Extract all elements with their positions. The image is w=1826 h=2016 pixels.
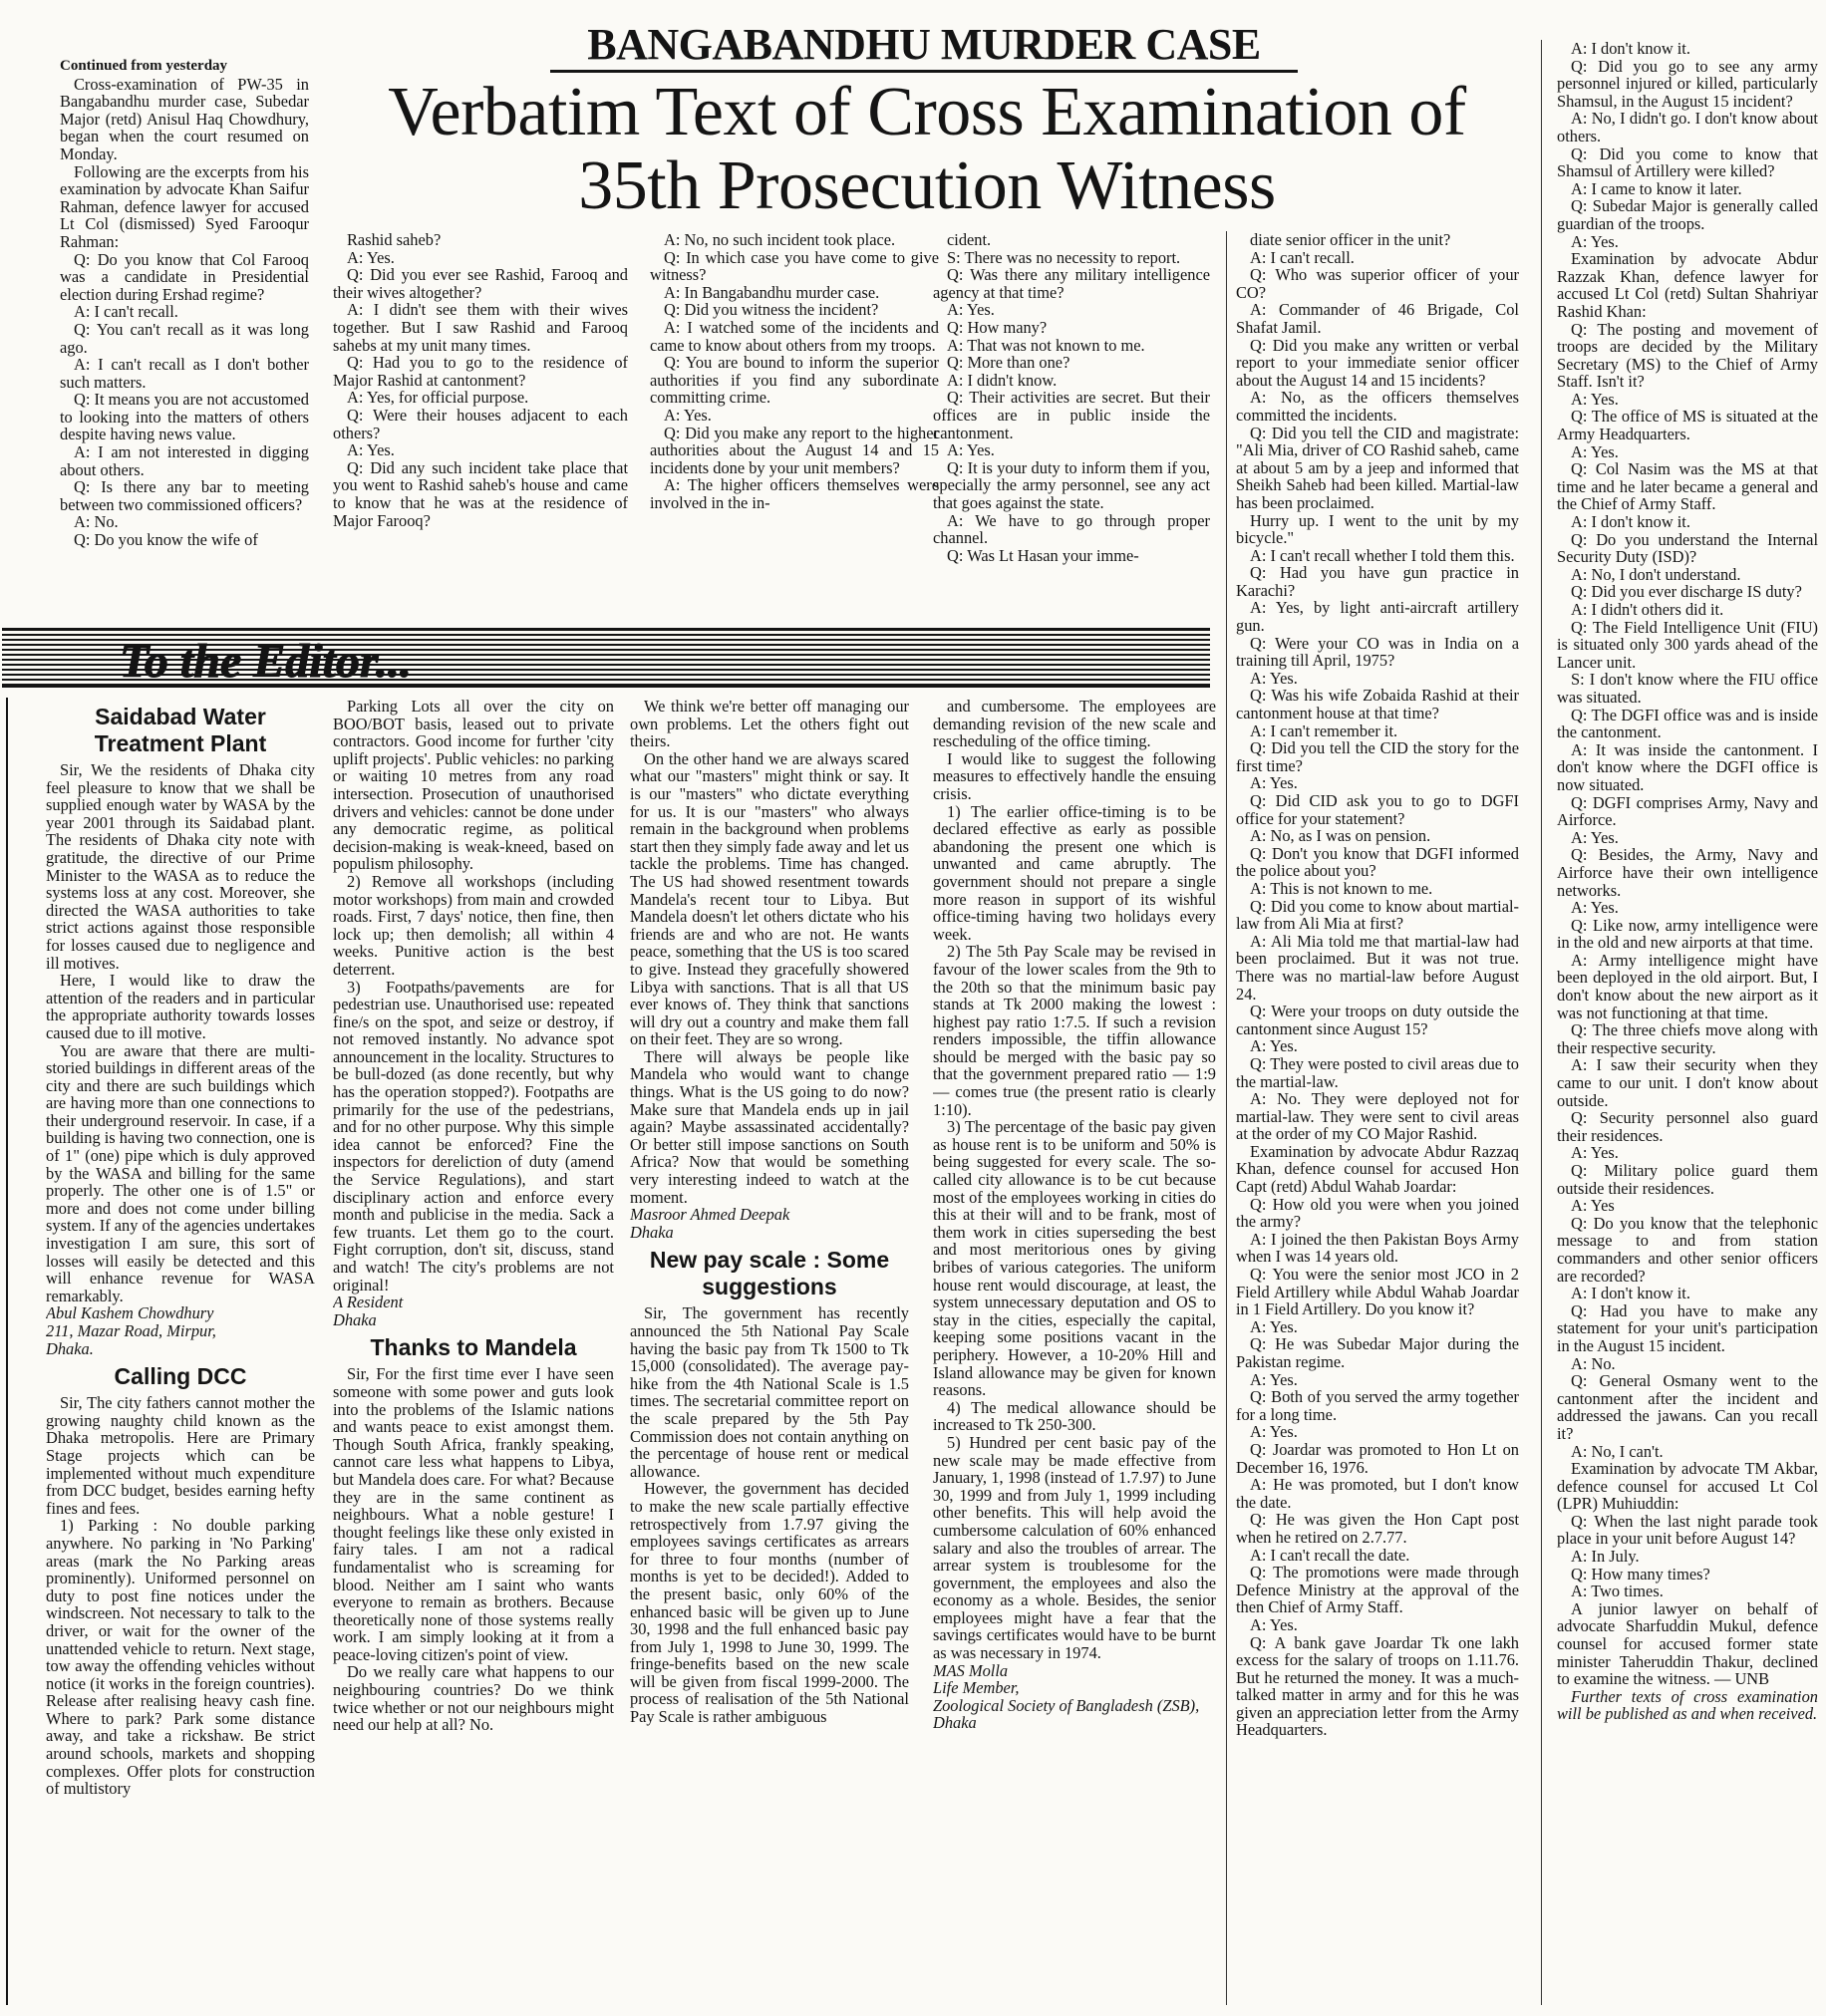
qa-line: Q: You are bound to inform the superior authorities if you find any subordinate committing crime. <box>650 353 939 408</box>
qa-line: Q: Subedar Major is generally called guardian of the troops. <box>1557 196 1818 233</box>
qa-line: Q: It means you are not accustomed to looking into the matters of others despite having news value. <box>60 390 309 444</box>
qa-line: Q: Joardar was promoted to Hon Lt on December 16, 1976. <box>1236 1439 1519 1477</box>
qa-line: A: It was inside the cantonment. I don't know where the DGFI office is now situated. <box>1557 739 1818 794</box>
qa-line: Q: Did you ever see Rashid, Farooq and their wives altogether? <box>333 265 628 302</box>
qa-line: Examination by advocate TM Akbar, defence counsel for accused Lt Col (LPR) Muhiuddin: <box>1557 1459 1818 1514</box>
letter-signature: Abul Kashem Chowdhury <box>46 1303 214 1323</box>
letter-signature: A Resident <box>333 1293 404 1312</box>
qa-line: A: No. <box>74 512 119 532</box>
qa-line: Q: Did CID ask you to go to DGFI office for your statement? <box>1236 791 1519 828</box>
qa-line: A: I saw their security when they came to our unit. I don't know about outside. <box>1557 1055 1818 1110</box>
qa-line: Q: Were your troops on duty outside the cantonment since August 15? <box>1236 1002 1519 1038</box>
qa-line: A: I can't remember it. <box>1250 720 1398 740</box>
qa-line: Q: Were your CO was in India on a training till April, 1975? <box>1236 633 1519 671</box>
cross-exam-col-4 <box>933 231 1210 615</box>
qa-line: Q: Who was superior officer of your CO? <box>1236 265 1519 302</box>
qa-line: A: I can't recall the date. <box>1250 1545 1410 1565</box>
qa-line: Hurry up. I went to the unit by my bicycle." <box>1236 510 1519 548</box>
column-rule <box>1226 231 1227 2005</box>
qa-line: A: I can't recall whether I told them this. <box>1250 545 1515 565</box>
qa-line: Q: Do you understand the Internal Security Duty (ISD)? <box>1557 529 1818 567</box>
qa-line: A: I can't recall. <box>1250 247 1355 267</box>
qa-line: Q: Security personnel also guard their residences. <box>1557 1108 1818 1145</box>
letter-paragraph: We think we're better off managing our own problems. Let the others fight out theirs. <box>630 698 909 751</box>
qa-line: Q: They were posted to civil areas due to the martial-law. <box>1236 1053 1519 1091</box>
qa-line: Q: A bank gave Joardar Tk one lakh excess for the salary of troops on 1.11.76. But he returned the money. It was a much-talked matter in army and for this he was given an appreciation letter from the Army Headquarters. <box>1236 1632 1519 1740</box>
qa-line: A: Commander of 46 Brigade, Col Shafat Jamil. <box>1236 300 1519 337</box>
qa-line: A: Yes. <box>1571 441 1619 461</box>
letter-paragraph: Sir, The city fathers cannot mother the growing naughty child known as the Dhaka metropolis. Here are Primary Stage projects which can be implemented without much expenditure from DCC budget, besides earning hefty fines and fees. <box>46 1393 315 1518</box>
qa-line: Q: Had you have to make any statement for your unit's participation in the August 15 incident. <box>1557 1300 1818 1355</box>
letter-headline: New pay scale : Some suggestions <box>649 1247 890 1300</box>
letter-paragraph: 1) Parking : No double parking anywhere. No parking in 'No Parking' areas (mark the No Parking areas prominently). Uniformed personnel on duty to post fine notices under the windscreen. Not necessary to talk to the driver, or wait for the owner of the unattended vehicle to return. Next stage, tow away the offending vehicles without notice (it works in the foreign countries). Release after realising heavy cash fine. Where to park? Park some distance away, and take a rickshaw. Be strict around schools, markets and shopping complexes. Offer plots for construction of multistory <box>46 1516 315 1799</box>
qa-line: Rashid saheb? <box>347 231 442 249</box>
letter-paragraph: 2) Remove all workshops (including motor workshops) from main and crowded roads. First, 7 days' notice, then fine, then lock up; then demolish; all within 4 weeks. Punitive action is the best deterrent. <box>333 871 614 979</box>
qa-line: A: I didn't others did it. <box>1571 600 1724 619</box>
qa-line: A: Yes. <box>1250 1614 1298 1634</box>
qa-line: A: Yes, by light anti-aircraft artillery gun. <box>1236 598 1519 636</box>
qa-line: Q: How old you were when you joined the army? <box>1236 1194 1519 1232</box>
letter-paragraph: Here, I would like to draw the attention of the readers and in particular the appropriate authority towards losses caused due to ill motive. <box>46 971 315 1042</box>
letter-paragraph: Sir, For the first time ever I have seen someone with some power and guts look into the problems of the Islamic nations and wants peace to exist amongst them. Though South Africa, frankly speaking, cannot care less what happens to Libya, but Mandela does care. For what? Because they are in the same continent as neighbours. What a noble gesture! I thought feelings like these only existed in fairy tales. I am not a radical fundamentalist who is screaming for blood. Neither am I saint who wants everyone to remain as brothers. Because theoretically none of those systems really work. I am simply looking at it from a peace-loving citizen's point of view. <box>333 1364 614 1664</box>
qa-line: A: Yes. <box>1571 231 1619 251</box>
qa-line: Q: Like now, army intelligence were in the old and new airports at that time. <box>1557 915 1818 953</box>
qa-line: A: I don't know it. <box>1571 512 1690 532</box>
column-rule <box>1541 40 1542 2005</box>
letter-paragraph: 4) The medical allowance should be increased to Tk 250-300. <box>933 1397 1216 1435</box>
letter-paragraph: 1) The earlier office-timing is to be declared effective as early as possible abandoning the present one which is unwanted and came abruptly. The government should not prepare a single more reason in support of its wishful office-timing having two holidays every week. <box>933 801 1216 944</box>
qa-line: A: Yes. <box>1571 1143 1619 1163</box>
letter-signature: Dhaka <box>333 1309 377 1329</box>
letter-paragraph: and cumbersome. The employees are demanding revision of the new scale and rescheduling of the office timing. <box>933 698 1216 751</box>
qa-line: A: That was not known to me. <box>947 335 1145 355</box>
cross-exam-col-6 <box>1557 40 1818 2003</box>
qa-line: Q: Did you tell the CID and magistrate: "Ali Mia, driver of CO Rashid saheb, came at about 5 am by a jeep and informed that Sheikh Saheb had been killed. Martial-law has been proclaimed. <box>1236 423 1519 512</box>
column-rule <box>6 698 8 2005</box>
qa-line: Q: General Osmany went to the cantonment after the incident and addressed the jawans. Can you recall it? <box>1557 1371 1818 1443</box>
qa-line: A: Yes. <box>1571 389 1619 409</box>
qa-line: Q: Did you come to know about martial-law from Ali Mia at first? <box>1236 896 1519 934</box>
letter-signature: Dhaka <box>630 1222 674 1242</box>
qa-line: Q: Did any such incident take place that you went to Rashid saheb's house and came to know that he was at the residence of Major Farooq? <box>333 457 628 530</box>
qa-line: A: No. They were deployed not for martial-law. They were sent to civil areas at the order of my CO Major Rashid. <box>1236 1089 1519 1144</box>
qa-line: Q: How many times? <box>1571 1564 1710 1584</box>
qa-line: Q: Did you come to know that Shamsul of Artillery were killed? <box>1557 144 1818 181</box>
letter-paragraph: 3) The percentage of the basic pay given as house rent is to be uniform and 50% is being suggested for every scale. The so-called city allowance is to be cut because most of the employees working in cities do this at their will and to be frank, most of them work in cities superseding the best and most meritorious ones by giving bribes of various categories. The uniform house rent would discourage, at least, the system unnecessary deputation and OS to stay in the cities, especially the capital, keeping some positions vacant in the periphery. However, a 10-20% Hill and Island allowance may be given for known reasons. <box>933 1117 1216 1400</box>
letters-col-1 <box>46 698 315 2005</box>
letter-headline: Thanks to Mandela <box>370 1334 577 1361</box>
qa-line: A: Yes. <box>1250 1036 1298 1056</box>
qa-line: Q: Do you know that the telephonic message to and from station commanders and other senior officers are recorded? <box>1557 1213 1818 1286</box>
qa-line: A: No, as I was on pension. <box>1250 826 1431 846</box>
qa-line: Following are the excerpts from his examination by advocate Khan Saifur Rahman, defence lawyer for accused Lt Col (dismissed) Syed Farooqur Rahman: <box>60 161 309 251</box>
qa-line: Q: It is your duty to inform them if you, specially the army personnel, see any act that goes against the state. <box>933 457 1210 512</box>
qa-line: Q: Don't you know that DGFI informed the police about you? <box>1236 843 1519 881</box>
letter-paragraph: 5) Hundred per cent basic pay of the new scale may be made effective from January, 1, 1998 (instead of 1.7.97) to June 30, 1999 and from July 1, 1999 including other benefits. This will help avoid the cumbersome calculation of 60% enhanced salary and also the troubles of arrear. The arrear system is troublesome for the government, the employees and also the economy as a whole. Besides, the senior employees might have a fear that the savings certificates would have to be burnt as was necessary in 1974. <box>933 1432 1216 1663</box>
qa-line: A: Yes. <box>347 440 395 460</box>
letters-col-3 <box>630 698 909 2005</box>
qa-line: A: I watched some of the incidents and came to know about others from my troops. <box>650 317 939 355</box>
letter-paragraph: However, the government has decided to make the new scale partially effective retrospectively from 1.7.97 giving the employees savings certificates as arrears for three to four months (number of months is yet to be decided!). Added to the present basic, only 60% of the enhanced basic will be given up to June 30, 1998 and the full enhanced basic pay from July 1, 1998 to June 30, 1999. The fringe-benefits based on the new scale will be given from fiscal 1999-2000. The process of realisation of the 5th National Pay Scale is rather ambiguous <box>630 1479 909 1727</box>
qa-line: A: Yes. <box>1250 773 1298 793</box>
qa-line: A: In July. <box>1571 1547 1640 1567</box>
qa-line: Q: In which case you have come to give witness? <box>650 247 939 285</box>
qa-line: A: Yes. <box>1250 1422 1298 1442</box>
letter-paragraph: I would like to suggest the following measures to effectively handle the ensuing crisis. <box>933 748 1216 803</box>
qa-line: Q: The three chiefs move along with their respective security. <box>1557 1020 1818 1057</box>
letter-signature: MAS Molla <box>933 1660 1009 1680</box>
qa-line: A: Yes. <box>1571 827 1619 847</box>
qa-line: Q: Were their houses adjacent to each others? <box>333 405 628 442</box>
qa-line: A: No. <box>1571 1353 1616 1373</box>
qa-line: Q: Was there any military intelligence agency at that time? <box>933 265 1210 302</box>
qa-line: A: Yes. <box>1250 668 1298 688</box>
letter-paragraph: Parking Lots all over the city on BOO/BOT basis, leased out to private contractors. Good income for further 'city uplift projects'. Public vehicles: no parking or waiting 10 metres from any road intersection. Prosecution of unauthorised drivers and vehicles: cannot be done under any democratic regime, as political decision-making is weak-kneed, based on populism philosophy. <box>333 698 614 874</box>
qa-line: Q: You can't recall as it was long ago. <box>60 319 309 357</box>
letter-signature: 211, Mazar Road, Mirpur, <box>46 1321 216 1340</box>
qa-line: A: I didn't see them with their wives together. But I saw Rashid and Farooq sahebs at my unit many times. <box>333 300 628 355</box>
qa-line: Q: You were the senior most JCO in 2 Field Artillery while Abdul Wahab Joardar in 1 Field Artillery. Do you know it? <box>1236 1265 1519 1319</box>
headline: Verbatim Text of Cross Examination of 35th Prosecution Witness <box>388 74 1466 224</box>
qa-line: A: Yes. <box>1571 898 1619 918</box>
letter-signature: Masroor Ahmed Deepak <box>630 1205 790 1225</box>
letter-paragraph: There will always be people like Mandela who would want to change things. What is the US going to do now? Make sure that Mandela ends up in jail again? Maybe assassinated accidentally? Or better still impose sanctions on South Africa? Now that would be something very interesting indeed to watch at the moment. <box>630 1046 909 1207</box>
qa-line: Examination by advocate Abdur Razzak Khan, defence lawyer for accused Lt Col (retd) Sultan Shahriyar Rashid Khan: <box>1557 249 1818 321</box>
qa-line: Q: Do you know the wife of <box>74 530 258 550</box>
qa-line: A junior lawyer on behalf of advocate Sharfuddin Mukul, defence counsel for accused former state minister Taheruddin Thakur, declined to examine the witness. — UNB <box>1557 1598 1818 1689</box>
qa-line: Q: Besides, the Army, Navy and Airforce have their own intelligence networks. <box>1557 845 1818 900</box>
qa-line: Q: He was Subedar Major during the Pakistan regime. <box>1236 1334 1519 1371</box>
qa-line: Q: Was Lt Hasan your imme- <box>947 545 1139 565</box>
qa-line: Examination by advocate Abdur Razzaq Khan, defence counsel for accused Hon Capt (retd) Abdul Wahab Joardar: <box>1236 1141 1519 1197</box>
qa-line: A: No, I can't. <box>1571 1441 1664 1461</box>
qa-line: A: I can't recall as I don't bother such matters. <box>60 355 309 392</box>
qa-line: Q: Both of you served the army together for a long time. <box>1236 1387 1519 1424</box>
letter-signature: Life Member, <box>933 1678 1020 1698</box>
cross-exam-col-1 <box>60 58 309 616</box>
qa-line: Q: The office of MS is situated at the Army Headquarters. <box>1557 407 1818 444</box>
qa-line: Q: Is there any bar to meeting between two commissioned officers? <box>60 477 309 514</box>
editor-banner-title: To the Editor... <box>120 635 412 688</box>
letter-paragraph: Sir, The government has recently announced the 5th National Pay Scale having the basic pay from Tk 1500 to Tk 15,000 (consolidated). The average pay-hike from the 4th National Scale is 1.5 times. The secretarial committee report on the scale prepared by the 5th Pay Commission does not contain anything on the percentage of house rent or medical allowance. <box>630 1303 909 1481</box>
letter-paragraph: Do we really care what happens to our neighbouring countries? Do we think twice whether or not our neighbours might need our help at all? No. <box>333 1662 614 1735</box>
qa-line: S: There was no necessity to report. <box>947 247 1181 267</box>
qa-line: A: This is not known to me. <box>1250 878 1433 898</box>
letter-headline: Saidabad Water Treatment Plant <box>94 704 267 756</box>
qa-line: A: He was promoted, but I don't know the date. <box>1236 1475 1519 1512</box>
qa-line: Q: Col Nasim was the MS at that time and he later became a general and the Chief of Army Staff. <box>1557 459 1818 514</box>
qa-line: A: We have to go through proper channel. <box>933 510 1210 548</box>
qa-line: diate senior officer in the unit? <box>1250 231 1451 249</box>
kicker: BANGABANDHU MURDER CASE <box>587 20 1261 69</box>
qa-line: Q: The promotions were made through Defence Ministry at the approval of the then Chief of Army Staff. <box>1236 1563 1519 1617</box>
qa-line: Q: Was his wife Zobaida Rashid at their cantonment house at that time? <box>1236 686 1519 723</box>
qa-line: A: In Bangabandhu murder case. <box>664 282 880 302</box>
qa-line: A: Yes <box>1571 1196 1615 1216</box>
qa-line: Q: Had you to go to the residence of Major Rashid at cantonment? <box>333 353 628 390</box>
qa-line: A: Yes. <box>1250 1369 1298 1389</box>
letter-headline: Calling DCC <box>114 1363 247 1390</box>
qa-line: Q: The Field Intelligence Unit (FIU) is situated only 300 yards ahead of the Lancer unit. <box>1557 617 1818 672</box>
qa-line: A: Yes, for official purpose. <box>347 388 529 408</box>
qa-line: Q: Did you ever discharge IS duty? <box>1571 582 1802 602</box>
qa-line: A: I didn't know. <box>947 370 1058 390</box>
cross-exam-col-3 <box>650 231 939 615</box>
qa-line: A: I can't recall. <box>74 302 178 322</box>
qa-line: A: Yes. <box>664 405 712 425</box>
qa-line: A: The higher officers themselves were involved in the in- <box>650 475 939 512</box>
continuation-note: Further texts of cross examination will be published as and when received. <box>1557 1686 1818 1724</box>
qa-line: A: Ali Mia told me that martial-law had been proclaimed. But it was not true. There was no martial-law before August 24. <box>1236 931 1519 1004</box>
qa-line: A: Yes. <box>347 247 395 267</box>
qa-line: Q: Did you witness the incident? <box>664 300 879 320</box>
qa-line: cident. <box>947 231 992 249</box>
qa-line: A: I don't know it. <box>1571 40 1690 58</box>
qa-line: Q: How many? <box>947 317 1048 337</box>
qa-line: A: I don't know it. <box>1571 1284 1690 1303</box>
qa-line: A: Two times. <box>1571 1582 1664 1601</box>
kicker-rule <box>550 70 1298 73</box>
letters-col-2 <box>333 698 614 2005</box>
qa-line: Q: More than one? <box>947 353 1070 373</box>
letter-paragraph: On the other hand we are always scared what our "masters" might think or say. It is our "masters" who dictate everything for us. It is our "masters" who always remain in the background when problems start then they simply fade away and let us tackle the problems. Time has changed. The US had showed resentment towards Mandela's recent tour to Libya. But Mandela doesn't let others dictate who his friends are and who are not. He wants peace, something that the US is too scared to give. Instead they gracefully showered Libya with sanctions. That is all that US ever knows of. They think that sanctions will dry out a country and make them fall on their feet. They are so wrong. <box>630 748 909 1049</box>
qa-line: A: I am not interested in digging about others. <box>60 442 309 479</box>
letters-col-4 <box>933 698 1216 2005</box>
qa-line: A: I came to know it later. <box>1571 178 1742 198</box>
qa-line: Q: Their activities are secret. But their offices are in public inside the cantonment. <box>933 388 1210 442</box>
qa-line: Q: Do you know that Col Farooq was a candidate in Presidential election during Ershad regime? <box>60 249 309 304</box>
qa-line: Q: Military police guard them outside their residences. <box>1557 1161 1818 1198</box>
letter-signature: Dhaka <box>933 1713 977 1733</box>
qa-line: A: Yes. <box>947 440 995 460</box>
qa-line: Q: When the last night parade took place in your unit before August 14? <box>1557 1511 1818 1549</box>
letter-paragraph: 2) The 5th Pay Scale may be revised in favour of the lower scales from the 9th to the 20th so that the minimum basic pay stands at Tk 2000 making the lowest : highest pay ratio 1:7.5. If such a revision renders impossible, the tiffin allowance should be merged with the basic pay so that the government prepared ratio — 1:9 — comes true (the present ratio is clearly 1:10). <box>933 942 1216 1119</box>
letter-paragraph: 3) Footpaths/pavements are for pedestrian use. Unauthorised use: repeated fine/s on the spot, and seize or destroy, if not removed instantly. No advance spot announcement in the locality. Structures to be bull-dozed (as done recently, but why has the operation stopped?). Footpaths are primarily for the use of the pedestrians, and for no other purpose. Why this simple idea cannot be enforced? Fine the inspectors for dereliction of duty (amend the Service Regulations), and start disciplinary action and enforce every month and publicise in the media. Sack a few truants. Let them go to the court. Fight corruption, don't sit, discuss, stand and watch! The city's problems are not original! <box>333 977 614 1295</box>
qa-line: A: No, as the officers themselves committed the incidents. <box>1236 388 1519 425</box>
cross-exam-col-5 <box>1236 231 1519 2005</box>
continued-label: Continued from yesterday <box>60 58 228 74</box>
qa-line: A: No, I didn't go. I don't know about others. <box>1557 109 1818 145</box>
qa-line: A: No, I don't understand. <box>1571 564 1741 584</box>
letter-signature: Dhaka. <box>46 1338 94 1358</box>
qa-line: Q: He was given the Hon Capt post when he retired on 2.7.77. <box>1236 1510 1519 1547</box>
qa-line: Q: DGFI comprises Army, Navy and Airforce. <box>1557 792 1818 830</box>
cross-exam-col-2 <box>333 231 628 615</box>
qa-line: Q: The posting and movement of troops are decided by the Military Secretary (MS) to the Chief of Army Staff. Isn't it? <box>1557 319 1818 392</box>
qa-line: Q: Did you make any report to the higher authorities about the August 14 and 15 incidents done by your unit members? <box>650 423 939 477</box>
qa-line: Q: Did you make any written or verbal report to your immediate senior officer about the August 14 and 15 incidents? <box>1236 335 1519 390</box>
qa-line: A: I joined the then Pakistan Boys Army when I was 14 years old. <box>1236 1229 1519 1267</box>
qa-line: Q: Did you go to see any army personnel injured or killed, particularly Shamsul, in the August 15 incident? <box>1557 56 1818 111</box>
letter-paragraph: Sir, We the residents of Dhaka city feel pleasure to know that we shall be supplied enough water by WASA by the year 2001 through its Saidabad plant. The residents of Dhaka city note with gratitude, the directive of our Prime Minister to the WASA as to reduce the systems loss at any cost. Moreover, she directed the WASA authorities to take strict actions against those responsible for losses caused due to negligence and ill motives. <box>46 760 315 973</box>
qa-line: Q: Had you have gun practice in Karachi? <box>1236 563 1519 600</box>
qa-line: A: Yes. <box>947 300 995 320</box>
qa-line: Q: The DGFI office was and is inside the cantonment. <box>1557 705 1818 742</box>
letter-signature: Zoological Society of Bangladesh (ZSB), <box>933 1695 1200 1715</box>
qa-line: A: Army intelligence might have been deployed in the old airport. But, I don't know about the new airport as it was not functioning at that time. <box>1557 950 1818 1022</box>
qa-line: Q: Did you tell the CID the story for the first time? <box>1236 738 1519 775</box>
qa-line: A: Yes. <box>1250 1316 1298 1336</box>
qa-line: A: No, no such incident took place. <box>664 231 896 249</box>
qa-line: S: I don't know where the FIU office was situated. <box>1557 670 1818 707</box>
letter-paragraph: You are aware that there are multi-storied buildings in different areas of the city and there are such buildings which are having more than one connections to their underground reservoir. In case, if a building is having two connection, one is of 1" (one) pipe which is duly approved by the WASA and billing for the same properly. The other one is of 1.5" or more and does not come under billing system. If any of the agencies undertakes investigation I am sure, this sort of losses will easily be detected and this will enhance revenue for WASA remarkably. <box>46 1040 315 1305</box>
qa-line: Cross-examination of PW-35 in Bangabandhu murder case, Subedar Major (retd) Anisul Haq Chowdhury, began when the court resumed on Monday. <box>60 74 309 163</box>
